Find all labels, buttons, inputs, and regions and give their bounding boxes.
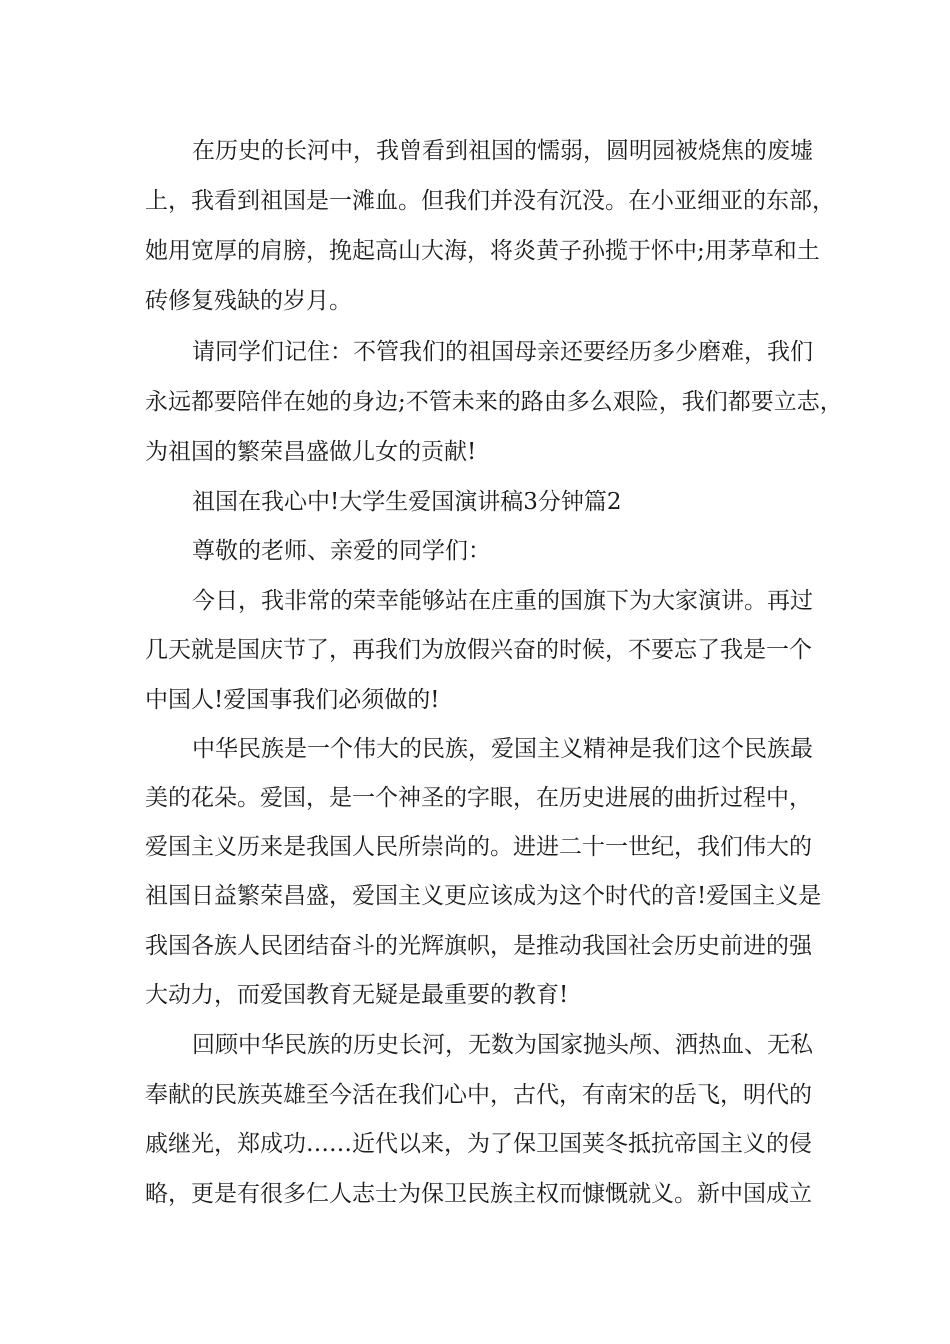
paragraph-5-line-2: 几天就是国庆节了，再我们为放假兴奋的时候，不要忘了我是一个 xyxy=(145,637,812,663)
paragraph-7-line-4: 略，更是有很多仁人志士为保卫民族主权而慷慨就义。新中国成立 xyxy=(145,1181,812,1207)
text-line xyxy=(0,822,950,872)
text-line xyxy=(0,526,950,576)
text-line xyxy=(0,176,950,226)
text-line xyxy=(0,576,950,626)
paragraph-6-line-2: 美的花朵。爱国，是一个神圣的字眼，在历史进展的曲折过程中， xyxy=(145,785,812,811)
text-line xyxy=(0,1119,950,1169)
text-line xyxy=(0,327,950,377)
text-line xyxy=(0,773,950,823)
text-line xyxy=(0,625,950,675)
text-line xyxy=(0,276,950,326)
text-line xyxy=(0,970,950,1020)
paragraph-2-line-1: 请同学们记住：不管我们的祖国母亲还要经历多少磨难，我们 xyxy=(192,339,813,365)
paragraph-1-line-4: 砖修复残缺的岁月。 xyxy=(145,288,352,314)
text-line xyxy=(0,1020,950,1070)
paragraph-6-line-1: 中华民族是一个伟大的民族，爱国主义精神是我们这个民族最 xyxy=(192,736,813,762)
paragraph-1-line-1: 在历史的长河中，我曾看到祖国的懦弱，圆明园被烧焦的废墟 xyxy=(192,138,813,164)
text-line xyxy=(0,477,950,527)
paragraph-5-line-1: 今日，我非常的荣幸能够站在庄重的国旗下为大家演讲。再过 xyxy=(192,588,813,614)
section-heading: 祖国在我心中!大学生爱国演讲稿3分钟篇2 xyxy=(192,489,622,515)
text-line xyxy=(0,675,950,725)
paragraph-7-line-2: 奉献的民族英雄至今活在我们心中，古代，有南宋的岳飞，明代的 xyxy=(145,1082,812,1108)
text-line xyxy=(0,1169,950,1219)
paragraph-7-line-1: 回顾中华民族的历史长河，无数为国家抛头颅、洒热血、无私 xyxy=(192,1032,813,1058)
paragraph-2-line-2: 永远都要陪伴在她的身边;不管未来的路由多么艰险，我们都要立志， xyxy=(145,389,843,415)
text-line xyxy=(0,226,950,276)
paragraph-1-line-2: 上，我看到祖国是一滩血。但我们并没有沉没。在小亚细亚的东部， xyxy=(145,188,835,214)
paragraph-1-line-3: 她用宽厚的肩膀，挽起高山大海，将炎黄子孙揽于怀中;用茅草和土 xyxy=(145,238,820,264)
paragraph-6-line-6: 大动力，而爱国教育无疑是最重要的教育! xyxy=(145,982,569,1008)
text-line xyxy=(0,724,950,774)
text-line xyxy=(0,126,950,176)
text-line xyxy=(0,1070,950,1120)
paragraph-5-line-3: 中国人!爱国事我们必须做的! xyxy=(145,687,440,713)
paragraph-6-line-3: 爱国主义历来是我国人民所崇尚的。进进二十一世纪，我们伟大的 xyxy=(145,834,812,860)
text-line xyxy=(0,427,950,477)
text-line xyxy=(0,377,950,427)
text-line xyxy=(0,871,950,921)
text-line xyxy=(0,921,950,971)
salutation: 尊敬的老师、亲爱的同学们： xyxy=(192,538,491,564)
paragraph-2-line-3: 为祖国的繁荣昌盛做儿女的贡献! xyxy=(145,439,477,465)
paragraph-7-line-3: 戚继光，郑成功……近代以来，为了保卫国荚冬抵抗帝国主义的侵 xyxy=(145,1131,812,1157)
paragraph-6-line-5: 我国各族人民团结奋斗的光辉旗帜，是推动我国社会历史前进的强 xyxy=(145,933,812,959)
paragraph-6-line-4: 祖国日益繁荣昌盛，爱国主义更应该成为这个时代的音!爱国主义是 xyxy=(145,883,822,909)
